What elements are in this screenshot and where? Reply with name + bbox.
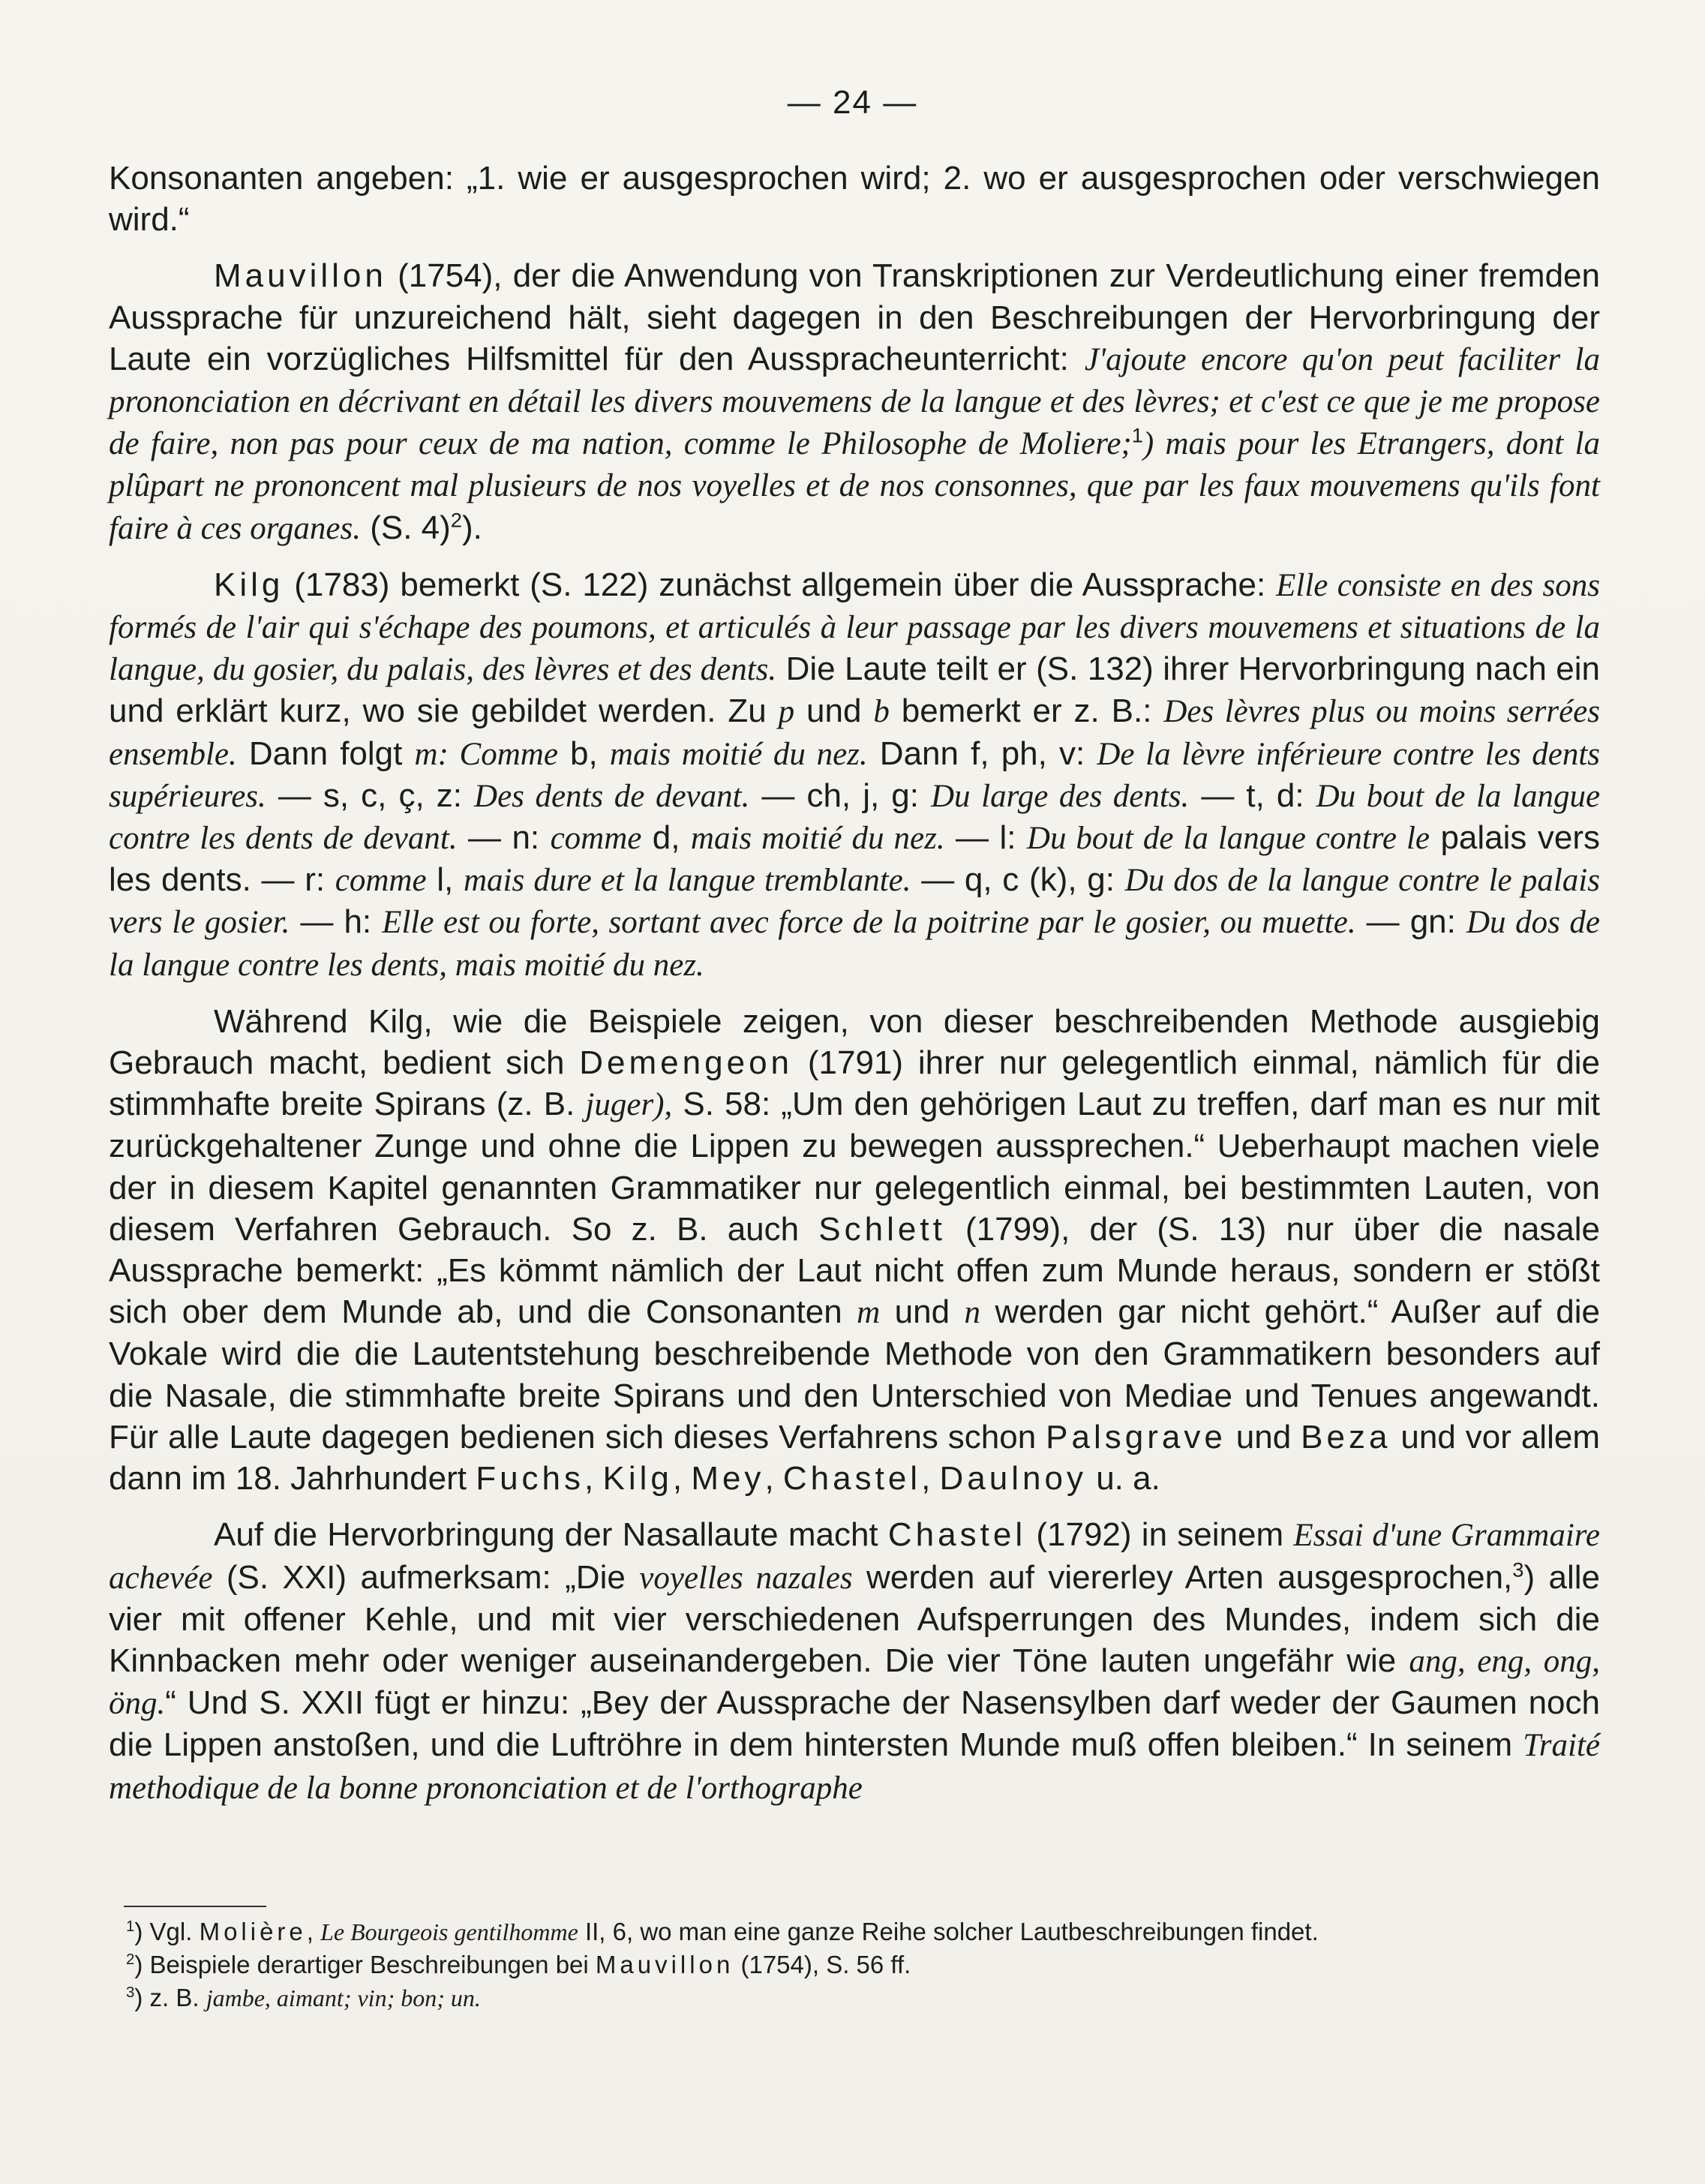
text-span: ,: [764, 1460, 783, 1498]
footnote-mark: 1: [126, 1918, 135, 1935]
text-span: u. a.: [1086, 1460, 1160, 1498]
paragraph-4: [109, 1001, 1600, 1499]
letter-p: p: [778, 694, 795, 730]
footnote-3: [126, 1981, 1596, 2014]
text-span: (1754), der die Anwendung von Transkriptionen zur Verdeutlichung einer fremden Aussprache für unzureichend hält, sieht dagegen in den Beschreibungen der Hervorbringung der Laute ein vorzügliches Hilfsmittel für den Ausspracheunterricht:: [109, 257, 1600, 377]
text-span: ,: [672, 1460, 692, 1498]
paragraph-5: [109, 1514, 1600, 1808]
french-quote: comme: [550, 821, 642, 857]
paragraph-2: [109, 255, 1600, 548]
text-span: (1791) ihrer nur gelegentlich einmal, nämlich für die stimmhafte breite Spirans (z. B.: [109, 1044, 1600, 1123]
author-name: Schlett: [818, 1210, 946, 1248]
french-quote: Des lèvres plus ou moins serrées ensemble.: [109, 694, 1600, 772]
text-span: (1792) in seinem: [1026, 1516, 1294, 1554]
text-span: ,: [921, 1460, 940, 1498]
footnote-mark: 2: [126, 1951, 135, 1968]
text-span: S. 58: „Um den gehörigen Laut zu treffen, darf man es nur mit zurückgehaltener Zunge und ohne die Lippen zu bewegen aussprechen.“ Ueberhaupt machen viele der in diesem Kapitel genannten Grammatiker nur gelegentlich einmal, bei bestimmten Lauten, von diesem Verfahren Gebrauch. So z. B. auch: [109, 1086, 1600, 1248]
french-quote: m: Comme: [414, 736, 558, 772]
text-span: — l:: [944, 819, 1027, 857]
footnote-ref: 1: [1131, 423, 1143, 447]
footnote-divider: [124, 1906, 266, 1907]
text-span: und: [1226, 1418, 1301, 1455]
text-span: (S. XXI) aufmerksam: „Die: [212, 1558, 640, 1596]
text-span: — q, c (k), g:: [911, 861, 1125, 899]
french-quote: Du large des dents.: [931, 778, 1190, 814]
author-name: Chastel: [887, 1516, 1027, 1554]
letter-b: b: [873, 694, 890, 730]
author-name: Daulnoy: [939, 1460, 1087, 1498]
text-span: — gn:: [1355, 903, 1466, 941]
text-span: ,: [584, 1460, 603, 1498]
text-span: bemerkt er z. B.:: [889, 692, 1164, 730]
text-span: — s, c, ç, z:: [266, 777, 475, 814]
text-span: Die Laute teilt er (S. 132) ihrer Hervorbringung nach ein und erklärt kurz, wo sie gebildet werden. Zu: [109, 650, 1600, 730]
text-span: (S. 4): [360, 509, 451, 546]
author-name: Palsgrave: [1046, 1418, 1226, 1455]
french-quote: De la lèvre inférieure contre les dents supérieures.: [109, 736, 1600, 814]
text-span: d,: [641, 819, 691, 857]
text-span: (1754), S. 56 ff.: [734, 1951, 911, 1978]
author-name: Demengeon: [579, 1044, 794, 1082]
text-span: und: [880, 1293, 965, 1331]
text-span: ) Vgl.: [134, 1918, 200, 1945]
french-quote: J'ajoute encore qu'on peut faciliter la prononciation en décrivant en détail les divers mouvemens de la langue et des lèvres; et c'est ce que je me propose de faire, non pas pour ceux de ma nation, comme le Philosophe de Moliere;: [109, 341, 1600, 462]
author-name: Molière: [199, 1918, 307, 1945]
author-name: Mey: [691, 1460, 765, 1498]
paragraph-1: [109, 158, 1600, 240]
text-span: ) z. B.: [134, 1984, 206, 2011]
text-span: werden gar nicht gehört.“ Außer auf die Vokale wird die die Lautentstehung beschreibende Methode von den Grammatikern besonders auf die Nasale, die stimmhafte breite Spirans und den Unterschied von Mediae und Tenues angewandt. Für alle Laute dagegen bedienen sich dieses Verfahrens schon: [109, 1293, 1600, 1455]
footnote-ref: 3: [1512, 1557, 1524, 1581]
text-span: (1799), der (S. 13) nur über die nasale Aussprache bemerkt: „Es kömmt nämlich der Laut nicht offen zum Munde heraus, sondern er stößt sich ober dem Munde ab, und die Consonanten: [109, 1210, 1601, 1331]
french-quote: jambe, aimant; vin; bon; un.: [206, 1984, 481, 2011]
letter-m: m: [857, 1295, 881, 1331]
french-quote: mais moitié du nez.: [690, 821, 945, 857]
text-span: (1783) bemerkt (S. 122) zunächst allgemein über die Aussprache:: [284, 566, 1277, 603]
french-quote: mais moitié du nez.: [609, 736, 868, 772]
french-quote: Des dents de devant.: [474, 778, 750, 814]
author-name: Chastel: [782, 1460, 922, 1498]
text-span: Auf die Hervorbringung der Nasallaute macht: [214, 1516, 888, 1554]
letter-n: n: [964, 1295, 981, 1331]
french-quote: mais dure et la langue tremblante.: [463, 863, 911, 899]
footnote-mark: 3: [126, 1984, 135, 2001]
text-span: und: [794, 692, 874, 730]
text-span: “ Und S. XXII fügt er hinzu: „Bey der Aussprache der Nasensylben darf weder der Gaumen noch die Lippen anstoßen, und die Luftröhre in dem hintersten Munde muß offen bleiben.“ In seinem: [109, 1684, 1600, 1764]
text-span: ,: [306, 1918, 321, 1945]
french-quote: Du bout de la langue contre le: [1026, 821, 1430, 857]
author-name: Kilg: [602, 1460, 673, 1498]
french-title: Traité methodique de la bonne prononciation et de l'orthographe: [109, 1728, 1600, 1806]
french-quote: Du dos de la langue contre les dents, mais moitié du nez.: [109, 905, 1600, 983]
footnote-1: [126, 1915, 1596, 1948]
footnotes: [126, 1915, 1596, 2014]
author-name: Mauvillon: [214, 257, 387, 295]
french-quote: voyelles nazales: [639, 1560, 853, 1596]
author-name: Mauvillon: [595, 1951, 734, 1978]
french-quote: Elle consiste en des sons formés de l'air qui s'échape des poumons, et articulés à leur passage par les divers mouvemens et situations de la langue, du gosier, du palais, des lèvres et des dents.: [109, 567, 1600, 688]
text-span: ) Beispiele derartiger Beschreibungen bei: [134, 1951, 596, 1978]
french-quote: juger),: [585, 1087, 673, 1123]
author-name: Beza: [1301, 1418, 1391, 1455]
text-span: b,: [557, 735, 610, 772]
french-title: Le Bourgeois gentilhomme: [320, 1918, 578, 1945]
text-span: werden auf viererley Arten ausgesprochen,: [852, 1558, 1513, 1596]
text-span: Während Kilg, wie die Beispiele zeigen, von dieser beschreibenden Methode ausgiebig Gebrauch macht, bedient sich: [109, 1002, 1600, 1082]
body-text: [109, 158, 1600, 1824]
text-span: — n:: [457, 819, 551, 857]
text-span: und vor allem dann im 18. Jahrhundert: [109, 1418, 1600, 1498]
french-quote: Elle est ou forte, sortant avec force de la poitrine par le gosier, ou muette.: [382, 905, 1356, 941]
text-span: — h:: [290, 903, 383, 941]
french-quote: ) mais pour les Etrangers, dont la plûpart ne prononcent mal plusieurs de nos voyelles et de nos consonnes, que par les faux mouvemens qu'ils font faire à ces organes.: [109, 426, 1600, 546]
text-span: — ch, j, g:: [749, 777, 931, 814]
text-span: palais vers les dents. — r:: [109, 819, 1600, 899]
text-span: ).: [461, 509, 482, 546]
author-name: Kilg: [214, 566, 284, 603]
text-span: II, 6, wo man eine ganze Reihe solcher Lautbeschreibungen findet.: [578, 1918, 1319, 1945]
text-span: ) alle vier mit offener Kehle, und mit vier verschiedenen Aufsperrungen des Mundes, indem sich die Kinnbacken mehr oder weniger auseinandergeben. Die vier Töne lauten ungefähr wie: [109, 1558, 1600, 1679]
footnote-ref: 2: [450, 507, 462, 531]
french-quote: Du bout de la langue contre les dents de devant.: [109, 778, 1601, 857]
text-span: Konsonanten angeben: „1. wie er ausgesprochen wird; 2. wo er ausgesprochen oder verschwiegen wird.“: [109, 160, 1600, 239]
french-quote: Du dos de la langue contre le palais vers le gosier.: [109, 863, 1600, 941]
text-span: l,: [426, 861, 464, 899]
page-number: — 24 —: [787, 84, 918, 121]
text-span: Dann folgt: [236, 735, 415, 772]
footnote-2: [126, 1948, 1596, 1981]
author-name: Fuchs: [476, 1460, 585, 1498]
paragraph-3: [109, 564, 1600, 986]
french-quote: ang, eng, ong, öng.: [109, 1643, 1601, 1722]
french-title: Essai d'une Grammaire achevée: [109, 1518, 1601, 1596]
text-span: Dann f, ph, v:: [867, 735, 1097, 772]
text-span: — t, d:: [1189, 777, 1316, 814]
french-quote: comme: [335, 863, 427, 899]
